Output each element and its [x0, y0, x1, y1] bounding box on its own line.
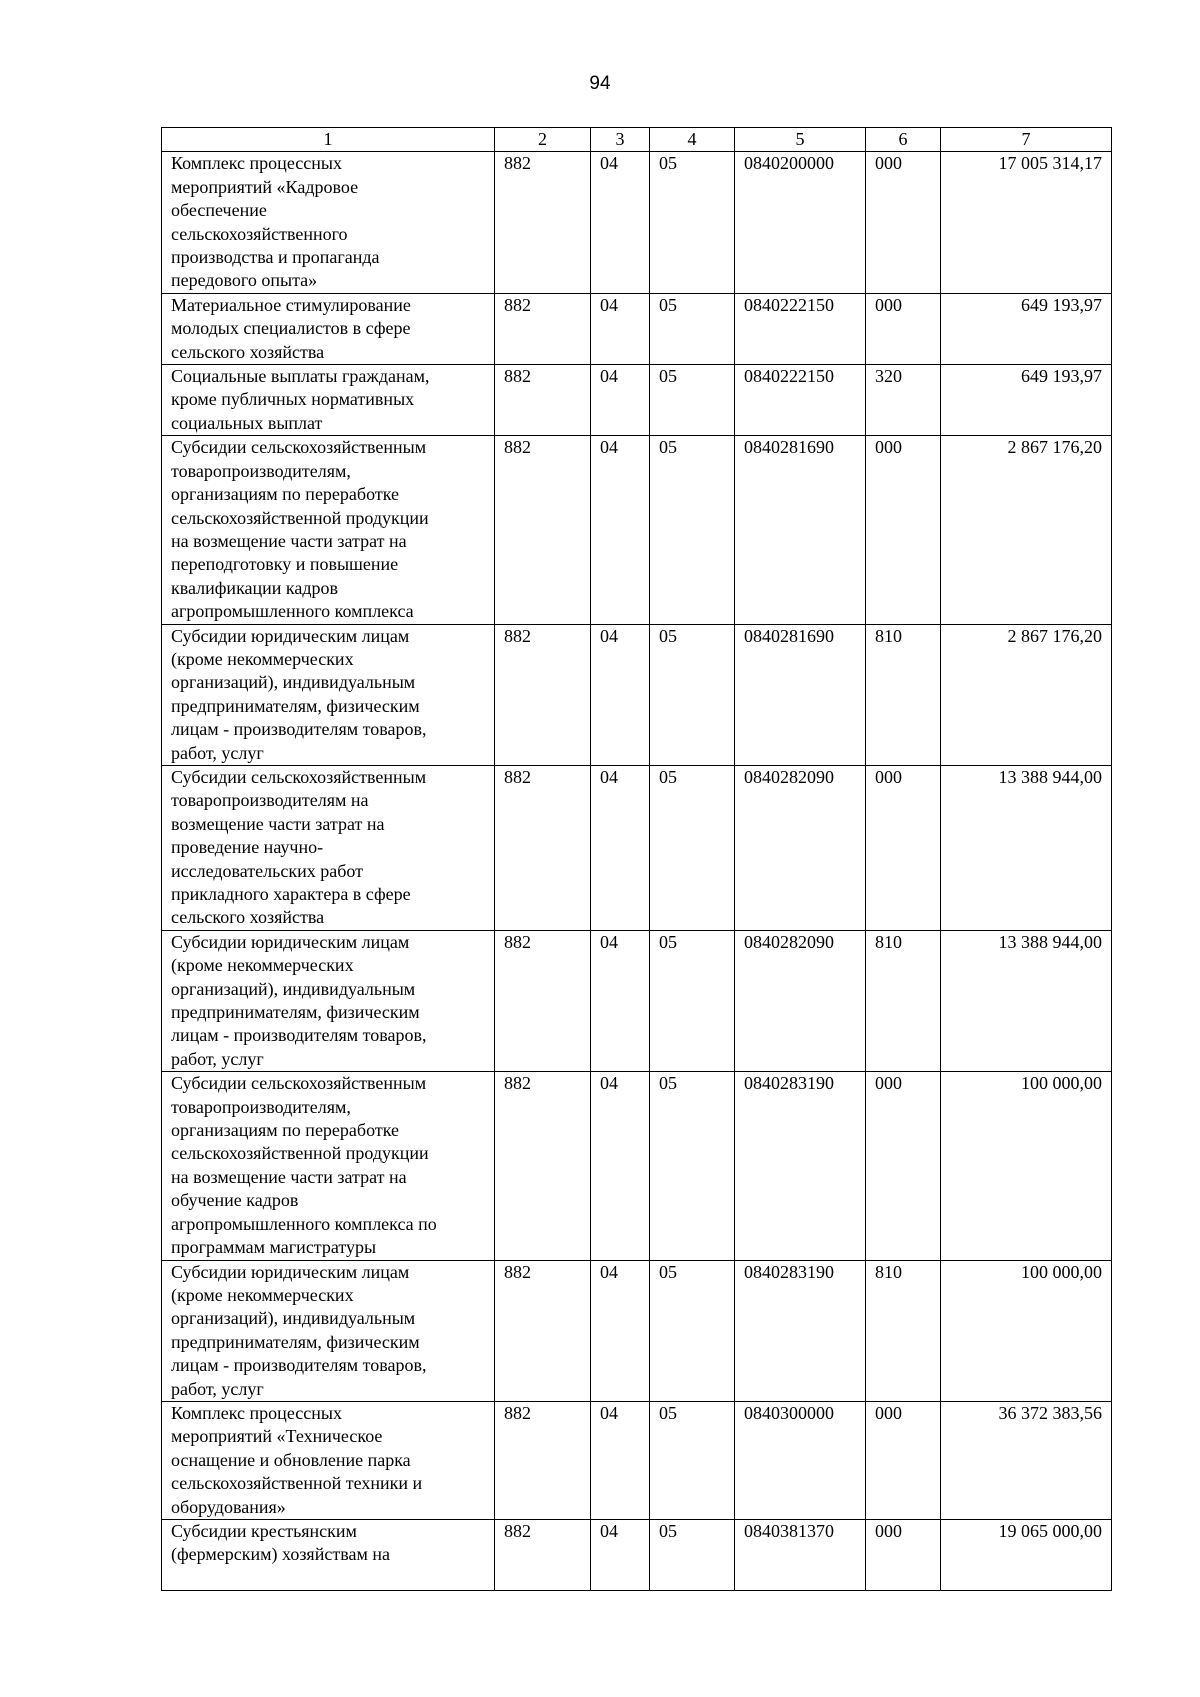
amount-cell: 13 388 944,00 [941, 765, 1112, 930]
grbs-cell: 882 [495, 152, 591, 293]
subsection-cell: 05 [650, 293, 735, 364]
row-name-line: организациям по переработке [171, 484, 399, 505]
row-name-line: молодых специалистов в сфере [171, 318, 411, 339]
table-row [162, 1072, 1112, 1260]
table-row [162, 1260, 1112, 1401]
amount-cell: 100 000,00 [941, 1072, 1112, 1260]
row-name-line: Комплекс процессных [171, 153, 342, 174]
row-name-line: сельского хозяйства [171, 341, 325, 362]
table-row [162, 436, 1112, 624]
expense-type-cell: 000 [866, 152, 941, 293]
target-article-cell: 0840282090 [735, 930, 866, 1071]
column-header-6: 6 [866, 128, 941, 152]
section-cell: 04 [591, 624, 650, 765]
row-name-line: Субсидии юридическим лицам [171, 931, 410, 952]
section-cell: 04 [591, 765, 650, 930]
row-name-line: Субсидии крестьянским [171, 1520, 357, 1541]
row-spacer [171, 1567, 485, 1590]
section-cell: 04 [591, 1401, 650, 1519]
section-cell: 04 [591, 436, 650, 624]
subsection-cell: 05 [650, 930, 735, 1071]
row-name-line: Субсидии сельскохозяйственным [171, 437, 427, 458]
row-name-line: переподготовку и повышение [171, 554, 399, 575]
table-row [162, 1401, 1112, 1519]
column-header-1: 1 [162, 128, 495, 152]
grbs-cell: 882 [495, 293, 591, 364]
row-name-line: на возмещение части затрат на [171, 1166, 407, 1187]
row-name-line: социальных выплат [171, 412, 323, 433]
row-name-cell [162, 1519, 495, 1590]
section-cell: 04 [591, 1260, 650, 1401]
row-name-line: Субсидии сельскохозяйственным [171, 1073, 427, 1094]
amount-cell: 2 867 176,20 [941, 436, 1112, 624]
grbs-cell: 882 [495, 1260, 591, 1401]
row-name-line: сельского хозяйства [171, 907, 325, 928]
expense-type-cell: 000 [866, 765, 941, 930]
row-name-line: лицам - производителям товаров, [171, 1025, 427, 1046]
amount-cell: 649 193,97 [941, 293, 1112, 364]
target-article-cell: 0840283190 [735, 1260, 866, 1401]
section-cell: 04 [591, 293, 650, 364]
row-name-line: проведение научно- [171, 837, 324, 858]
subsection-cell: 05 [650, 365, 735, 436]
row-name-line: (фермерским) хозяйствам на [171, 1544, 390, 1565]
row-name-line: оснащение и обновление парка [171, 1449, 411, 1470]
amount-cell: 100 000,00 [941, 1260, 1112, 1401]
amount-cell: 13 388 944,00 [941, 930, 1112, 1071]
table-row [162, 765, 1112, 930]
subsection-cell: 05 [650, 1519, 735, 1590]
row-name-cell [162, 293, 495, 364]
row-name-line: предпринимателям, физическим [171, 1002, 420, 1023]
budget-table [161, 127, 1112, 1591]
row-name-line: работ, услуг [171, 1048, 264, 1069]
row-name-line: агропромышленного комплекса [171, 601, 414, 622]
target-article-cell: 0840300000 [735, 1401, 866, 1519]
row-name-cell [162, 765, 495, 930]
target-article-cell: 0840282090 [735, 765, 866, 930]
section-cell: 04 [591, 1072, 650, 1260]
row-name-line: (кроме некоммерческих [171, 648, 354, 669]
table-row [162, 152, 1112, 293]
subsection-cell: 05 [650, 152, 735, 293]
table-header-row [162, 128, 1112, 152]
row-name-line: мероприятий «Техническое [171, 1426, 383, 1447]
row-name-line: мероприятий «Кадровое [171, 176, 359, 197]
row-name-line: организаций), индивидуальным [171, 1308, 416, 1329]
grbs-cell: 882 [495, 765, 591, 930]
row-name-line: организаций), индивидуальным [171, 978, 416, 999]
amount-cell: 2 867 176,20 [941, 624, 1112, 765]
grbs-cell: 882 [495, 365, 591, 436]
grbs-cell: 882 [495, 930, 591, 1071]
subsection-cell: 05 [650, 1072, 735, 1260]
row-name-line: обучение кадров [171, 1190, 299, 1211]
row-name-line: Субсидии юридическим лицам [171, 1261, 410, 1282]
grbs-cell: 882 [495, 1519, 591, 1590]
row-name-line: программам магистратуры [171, 1237, 377, 1258]
amount-cell: 649 193,97 [941, 365, 1112, 436]
row-name-cell [162, 436, 495, 624]
row-name-line: сельскохозяйственной продукции [171, 1143, 429, 1164]
target-article-cell: 0840200000 [735, 152, 866, 293]
row-name-line: сельскохозяйственной продукции [171, 507, 429, 528]
row-name-cell [162, 365, 495, 436]
row-name-line: агропромышленного комплекса по [171, 1213, 437, 1234]
target-article-cell: 0840222150 [735, 365, 866, 436]
row-name-line: обеспечение [171, 200, 267, 221]
table-row [162, 930, 1112, 1071]
table-row [162, 293, 1112, 364]
row-name-line: организациям по переработке [171, 1120, 399, 1141]
subsection-cell: 05 [650, 1401, 735, 1519]
expense-type-cell: 000 [866, 1401, 941, 1519]
grbs-cell: 882 [495, 436, 591, 624]
expense-type-cell: 000 [866, 436, 941, 624]
row-name-line: Материальное стимулирование [171, 294, 411, 315]
grbs-cell: 882 [495, 1401, 591, 1519]
expense-type-cell: 000 [866, 1519, 941, 1590]
row-name-line: товаропроизводителям на [171, 790, 369, 811]
column-header-4: 4 [650, 128, 735, 152]
row-name-line: Субсидии сельскохозяйственным [171, 766, 427, 787]
target-article-cell: 0840281690 [735, 624, 866, 765]
row-name-cell [162, 152, 495, 293]
section-cell: 04 [591, 152, 650, 293]
row-name-cell [162, 624, 495, 765]
row-name-line: прикладного характера в сфере [171, 884, 411, 904]
row-name-line: квалификации кадров [171, 577, 339, 598]
row-name-line: организаций), индивидуальным [171, 672, 416, 693]
subsection-cell: 05 [650, 624, 735, 765]
column-header-2: 2 [495, 128, 591, 152]
row-name-cell [162, 1260, 495, 1401]
row-name-cell [162, 1401, 495, 1519]
row-name-line: Субсидии юридическим лицам [171, 625, 410, 646]
target-article-cell: 0840381370 [735, 1519, 866, 1590]
page-number: 94 [589, 73, 611, 94]
row-name-line: товаропроизводителям, [171, 460, 351, 481]
subsection-cell: 05 [650, 436, 735, 624]
column-header-7: 7 [941, 128, 1112, 152]
row-name-line: производства и пропаганда [171, 247, 380, 268]
row-name-cell [162, 930, 495, 1071]
expense-type-cell: 000 [866, 1072, 941, 1260]
table-row [162, 1519, 1112, 1590]
row-name-line: работ, услуг [171, 1378, 264, 1399]
grbs-cell: 882 [495, 624, 591, 765]
row-name-cell [162, 1072, 495, 1260]
table-row [162, 624, 1112, 765]
section-cell: 04 [591, 365, 650, 436]
expense-type-cell: 000 [866, 293, 941, 364]
target-article-cell: 0840283190 [735, 1072, 866, 1260]
row-name-line: работ, услуг [171, 742, 264, 763]
row-name-line: оборудования» [171, 1496, 286, 1517]
subsection-cell: 05 [650, 765, 735, 930]
column-header-3: 3 [591, 128, 650, 152]
amount-cell: 17 005 314,17 [941, 152, 1112, 293]
row-name-line: кроме публичных нормативных [171, 389, 415, 410]
row-name-line: исследовательских работ [171, 860, 363, 881]
row-name-line: (кроме некоммерческих [171, 1284, 354, 1305]
expense-type-cell: 810 [866, 624, 941, 765]
column-header-5: 5 [735, 128, 866, 152]
target-article-cell: 0840281690 [735, 436, 866, 624]
expense-type-cell: 810 [866, 1260, 941, 1401]
row-name-line: сельскохозяйственного [171, 223, 348, 244]
amount-cell: 36 372 383,56 [941, 1401, 1112, 1519]
row-name-line: предпринимателям, физическим [171, 1331, 420, 1352]
grbs-cell: 882 [495, 1072, 591, 1260]
amount-cell: 19 065 000,00 [941, 1519, 1112, 1590]
expense-type-cell: 810 [866, 930, 941, 1071]
row-name-line: на возмещение части затрат на [171, 530, 407, 551]
row-name-line: предпринимателям, физическим [171, 695, 420, 716]
row-name-line: Комплекс процессных [171, 1402, 342, 1423]
row-name-line: товаропроизводителям, [171, 1096, 351, 1117]
target-article-cell: 0840222150 [735, 293, 866, 364]
subsection-cell: 05 [650, 1260, 735, 1401]
table-row [162, 365, 1112, 436]
row-name-line: лицам - производителям товаров, [171, 719, 427, 740]
row-name-line: передового опыта» [171, 270, 318, 291]
row-name-line: лицам - производителям товаров, [171, 1355, 427, 1376]
row-name-line: Социальные выплаты гражданам, [171, 366, 430, 387]
row-name-line: (кроме некоммерческих [171, 955, 354, 976]
table-body [162, 152, 1112, 1591]
section-cell: 04 [591, 1519, 650, 1590]
expense-type-cell: 320 [866, 365, 941, 436]
row-name-line: возмещение части затрат на [171, 813, 385, 834]
section-cell: 04 [591, 930, 650, 1071]
row-name-line: сельскохозяйственной техники и [171, 1473, 423, 1494]
